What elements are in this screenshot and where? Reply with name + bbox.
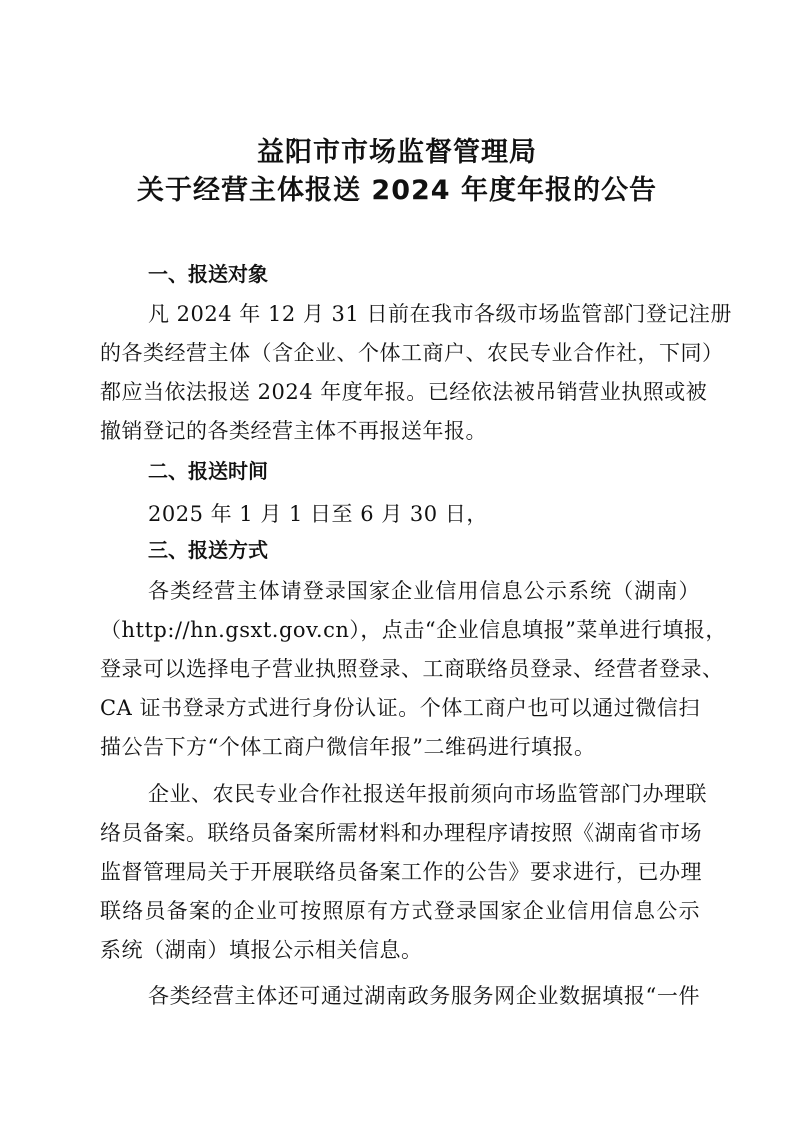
paragraph-line: 系统（湖南）填报公示相关信息。 — [100, 938, 423, 962]
paragraph-line: 监督管理局关于开展联络员备案工作的公告》要求进行，已办理 — [100, 860, 702, 884]
paragraph-line: 2025 年 1 月 1 日至 6 月 30 日， — [148, 502, 488, 526]
paragraph-line: 联络员备案的企业可按照原有方式登录国家企业信用信息公示 — [100, 899, 700, 923]
section1-paragraph — [100, 295, 732, 451]
document-title-line1: 益阳市市场监督管理局 — [257, 137, 537, 168]
section2-heading: 二、报送时间 — [148, 459, 268, 483]
paragraph-line: 络员备案。联络员备案所需材料和办理程序请按照《湖南省市场 — [100, 821, 702, 845]
paragraph-line: CA 证书登录方式进行身份认证。个体工商户也可以通过微信扫 — [100, 696, 700, 720]
paragraph-line: 企业、农民专业合作社报送年报前须向市场监管部门办理联 — [148, 782, 707, 806]
paragraph-line: 的各类经营主体（含企业、个体工商户、农民专业合作社，下同） — [100, 341, 724, 365]
section3-paragraph3 — [100, 977, 700, 1016]
document-title-line2: 关于经营主体报送 2024 年度年报的公告 — [137, 175, 657, 206]
paragraph-line: 各类经营主体还可通过湖南政务服务网企业数据填报“一件 — [148, 984, 700, 1008]
section3-paragraph1 — [100, 572, 727, 767]
paragraph-line: 各类经营主体请登录国家企业信用信息公示系统（湖南） — [148, 579, 700, 603]
section3-paragraph2 — [100, 775, 707, 970]
section2-paragraph — [100, 495, 700, 534]
paragraph-line: （http://hn.gsxt.gov.cn），点击“企业信息填报”菜单进行填报， — [100, 618, 727, 642]
paragraph-line: 描公告下方“个体工商户微信年报”二维码进行填报。 — [100, 735, 596, 759]
section3-heading: 三、报送方式 — [148, 538, 268, 562]
paragraph-line: 都应当依法报送 2024 年度年报。已经依法被吊销营业执照或被 — [100, 380, 708, 404]
paragraph-line: 登录可以选择电子营业执照登录、工商联络员登录、经营者登录、 — [100, 657, 724, 681]
paragraph-line: 凡 2024 年 12 月 31 日前在我市各级市场监管部门登记注册 — [148, 302, 732, 326]
section1-heading: 一、报送对象 — [148, 262, 268, 286]
paragraph-line: 撤销登记的各类经营主体不再报送年报。 — [100, 419, 487, 443]
